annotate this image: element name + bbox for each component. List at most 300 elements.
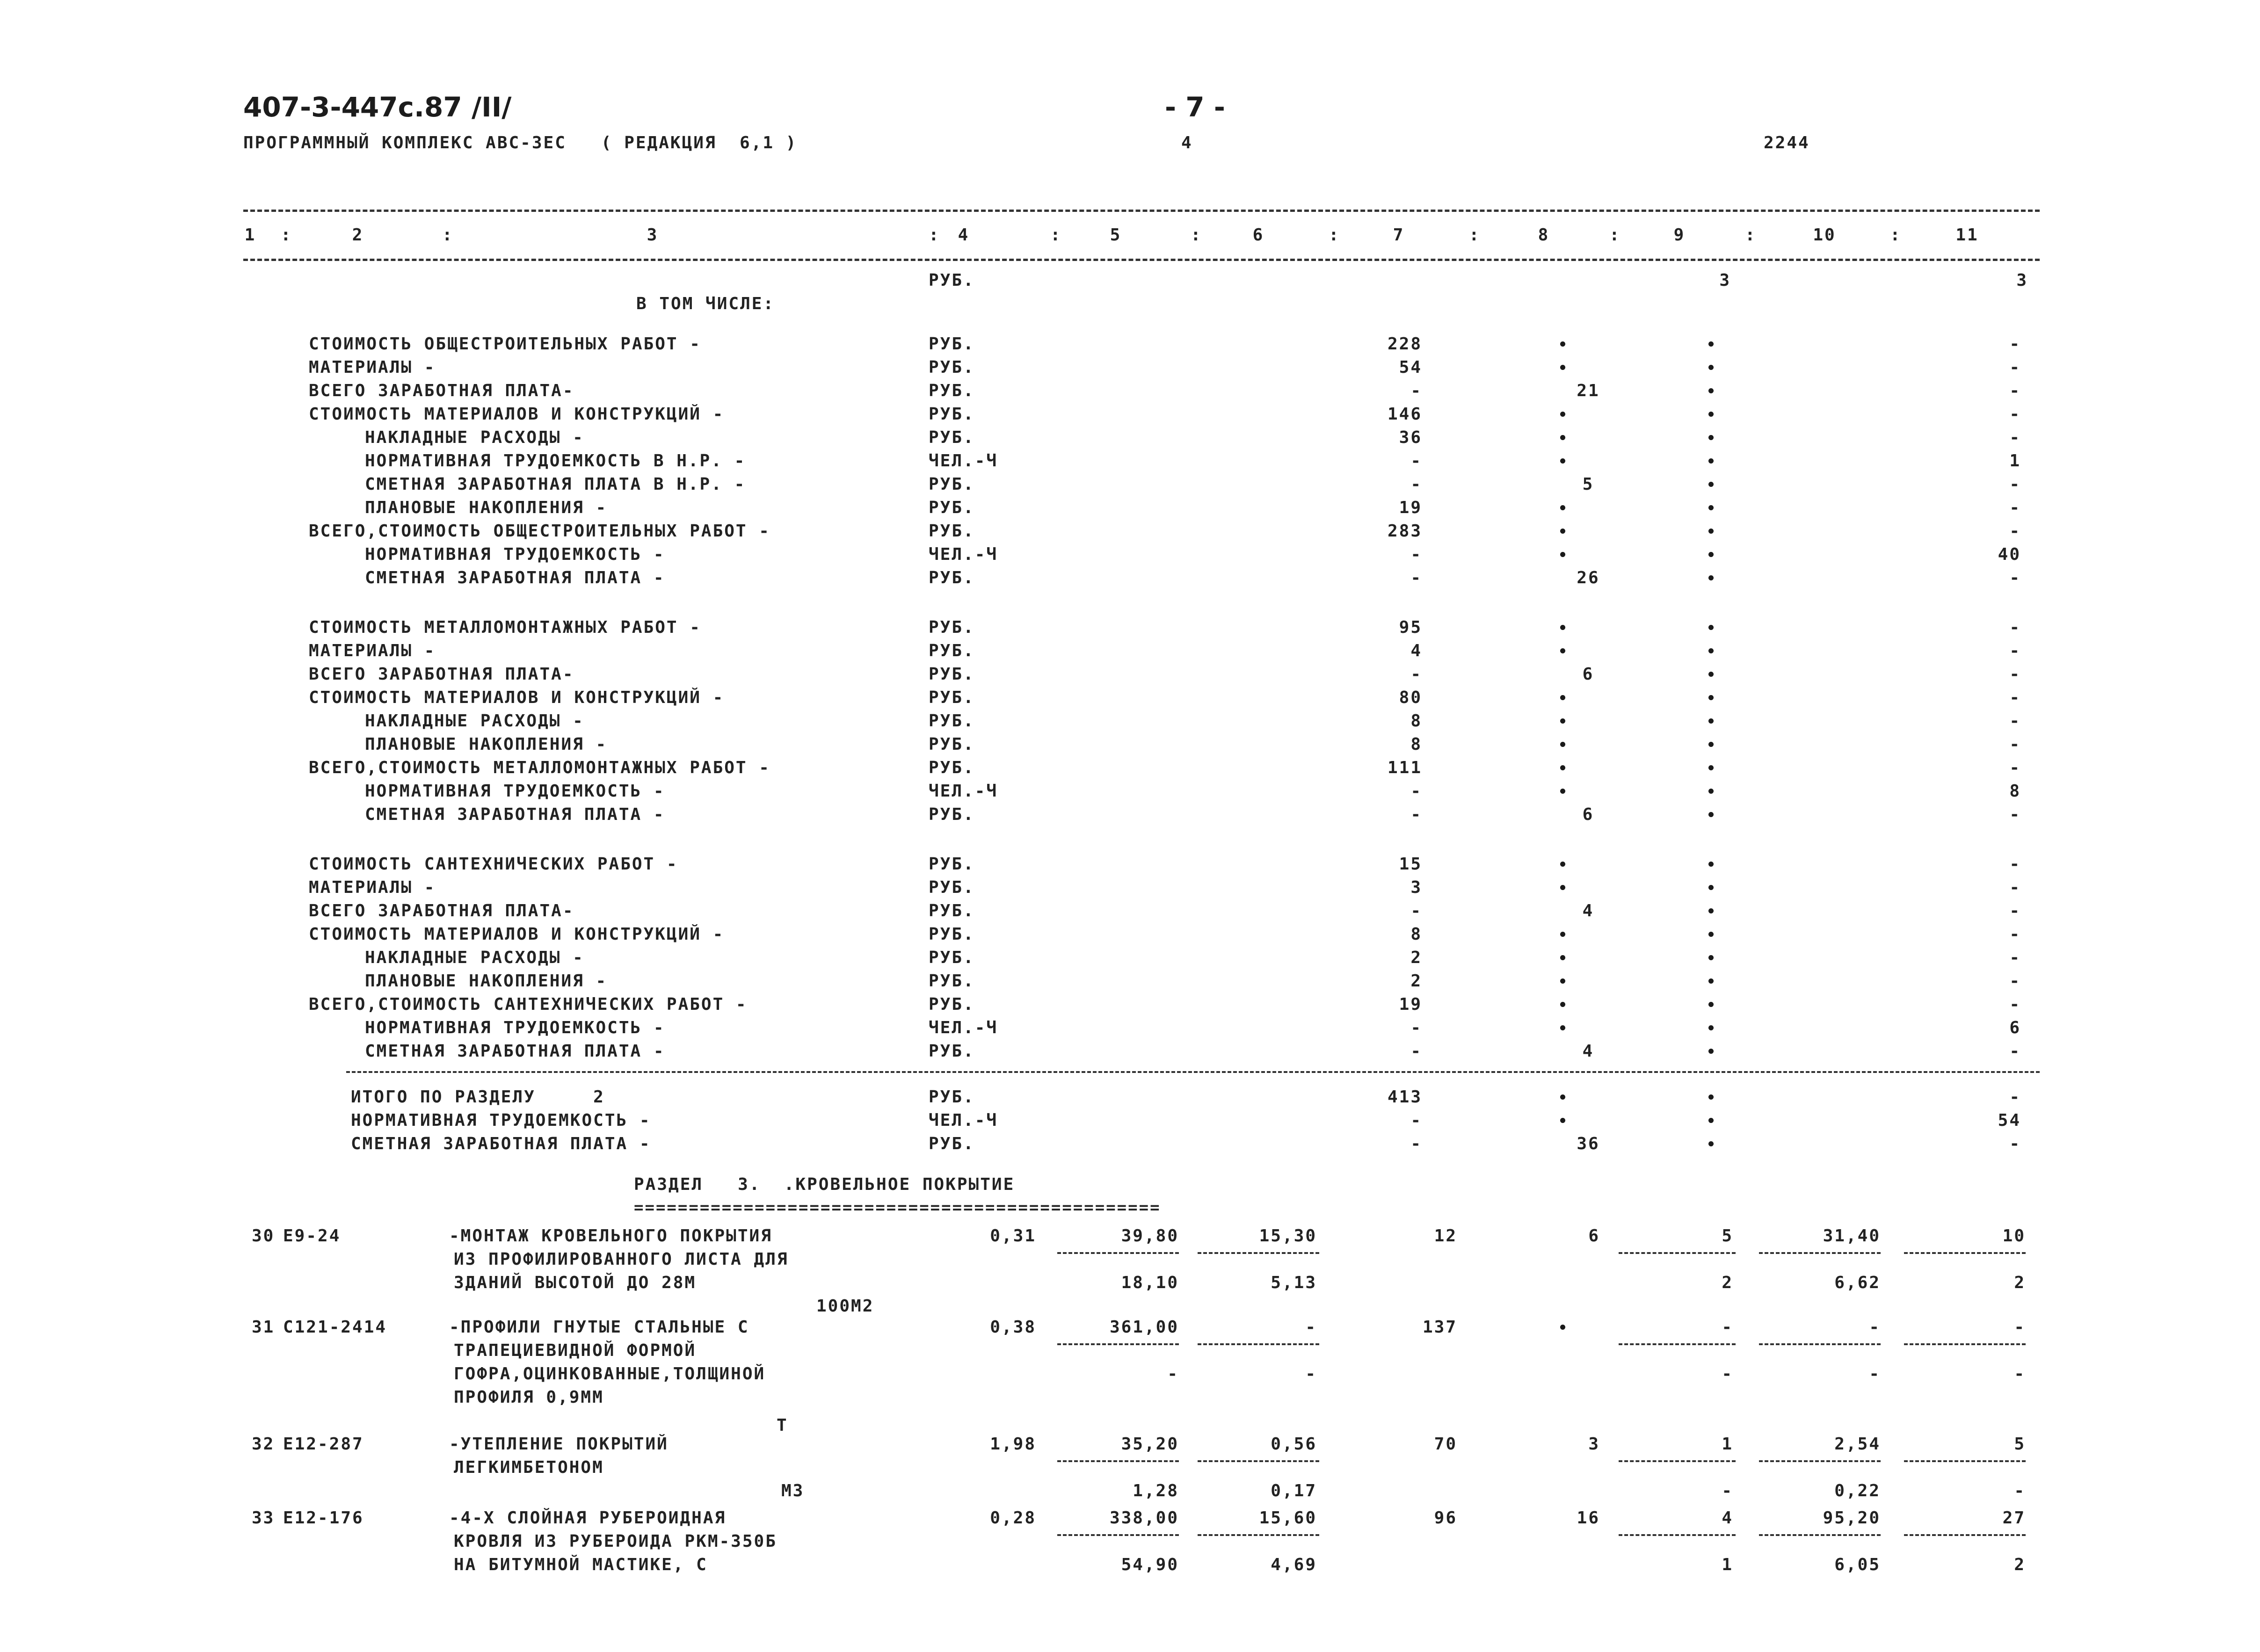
unit-cell: РУБ. [929,568,975,587]
col11-cell: - [2009,855,2021,874]
col7-cell: 228 [1387,334,1422,354]
col7-cell: - [1410,1018,1422,1037]
unit-cell: РУБ. [929,334,975,354]
unit-cell: РУБ. [929,522,975,541]
col9-dot [1708,505,1714,510]
column-separator: : [1050,225,1062,245]
col11-second-cell: - [2014,1481,2026,1500]
col9-dot [1708,388,1714,393]
col9-dot [1708,435,1714,440]
column-number-11: 11 [1955,225,1979,245]
item-code: Е12-287 [283,1435,364,1454]
row-label: СТОИМОСТЬ МЕТАЛЛОМОНТАЖНЫХ РАБОТ - [309,618,701,637]
col8-dot [1560,1002,1565,1007]
col7-cell: 146 [1387,405,1422,424]
col10-cell: 95,20 [1823,1508,1881,1528]
col8-cell: 6 [1582,665,1594,684]
col10-cell: 31,40 [1823,1226,1881,1246]
row-label: СМЕТНАЯ ЗАРАБОТНАЯ ПЛАТА - [365,805,665,824]
row-label: ПЛАНОВЫЕ НАКОПЛЕНИЯ - [365,735,608,754]
unit-cell: ЧЕЛ.-Ч [929,1018,998,1037]
price-rule [1057,1343,1179,1345]
col9-dot [1708,1049,1714,1054]
row-label: СТОИМОСТЬ ОБЩЕСТРОИТЕЛЬНЫХ РАБОТ - [309,334,701,354]
col8-dot [1560,978,1565,984]
unit-of-measure: Т [777,1416,788,1435]
column-separator: : [1469,225,1481,245]
col9-dot [1708,625,1714,630]
col8-dot [1560,648,1565,653]
col7-cell: 2 [1410,971,1422,991]
col7-cell: - [1410,901,1422,920]
col9-dot [1708,341,1714,347]
col7-cell: 36 [1399,428,1422,447]
col7-cell: - [1410,545,1422,564]
price-second-cell: 18,10 [1121,1273,1179,1292]
row-label: ВСЕГО ЗАРАБОТНАЯ ПЛАТА- [309,901,574,920]
unit-cell: РУБ. [929,878,975,897]
col8-dot [1560,552,1565,557]
page-number: - 7 - [1165,91,1225,123]
col6-cell: 15,30 [1259,1226,1317,1246]
column-number-3: 3 [647,225,659,245]
col11-cell: 6 [2009,1018,2021,1037]
col11-cell: 40 [1998,545,2021,564]
col7-cell: - [1410,1042,1422,1061]
col7-cell: - [1410,568,1422,587]
row-label: СМЕТНАЯ ЗАРАБОТНАЯ ПЛАТА - [365,1042,665,1061]
column-number-9: 9 [1673,225,1686,245]
col9-dot [1708,742,1714,747]
col7-cell: 80 [1399,688,1422,707]
col11-cell: - [2014,1318,2026,1337]
unit-cell: РУБ. [929,735,975,754]
total-label: СМЕТНАЯ ЗАРАБОТНАЯ ПЛАТА - [351,1134,651,1153]
row-label: СТОИМОСТЬ МАТЕРИАЛОВ И КОНСТРУКЦИЙ - [309,405,725,424]
col11-cell: - [2009,688,2021,707]
col7-cell: 70 [1434,1435,1457,1454]
unit-cell: РУБ. [929,901,975,920]
price-cell: 35,20 [1121,1435,1179,1454]
col11-cell: - [2009,568,2021,587]
col6-cell: 15,60 [1259,1508,1317,1528]
col11-cell: - [2009,618,2021,637]
unit-cell: РУБ. [929,688,975,707]
price-rule [1198,1343,1319,1345]
column-number-6: 6 [1252,225,1264,245]
column-number-5: 5 [1110,225,1122,245]
price-second-cell: 54,90 [1121,1555,1179,1574]
col8-dot [1560,341,1565,347]
col11-cell: - [2009,1087,2021,1107]
col7-cell: 8 [1410,735,1422,754]
item-number: 32 [252,1435,275,1454]
col9-dot [1708,789,1714,794]
unit-cell: РУБ. [929,711,975,731]
item-description: ГОФРА,ОЦИНКОВАННЫЕ,ТОЛЩИНОЙ [454,1364,766,1384]
col11-cell: - [2009,971,2021,991]
row-label: ПЛАНОВЫЕ НАКОПЛЕНИЯ - [365,971,608,991]
col8-dot [1560,885,1565,890]
col11-cell: 8 [2009,782,2021,801]
item-description: ЛЕГКИМБЕТОНОМ [454,1458,604,1477]
col11-cell: - [2009,405,2021,424]
col11-cell: - [2009,878,2021,897]
unit-cell: РУБ. [929,805,975,824]
unit-cell: ЧЕЛ.-Ч [929,545,998,564]
col6-cell: 0,56 [1271,1435,1317,1454]
unit-cell: РУБ. [929,641,975,660]
col11-second-cell: 2 [2014,1273,2026,1292]
row-label: ВСЕГО,СТОИМОСТЬ МЕТАЛЛОМОНТАЖНЫХ РАБОТ - [309,758,770,777]
col9-dot [1708,1094,1714,1100]
header-mark: 4 [1181,133,1193,152]
detail-rule [1619,1460,1736,1462]
item-number: 31 [252,1318,275,1337]
row-label: ПЛАНОВЫЕ НАКОПЛЕНИЯ - [365,498,608,517]
unit-cell: РУБ. [929,758,975,777]
col7-cell: - [1410,1134,1422,1153]
col7-cell: 19 [1399,498,1422,517]
unit-cell: РУБ. [929,1042,975,1061]
col8-dot [1560,458,1565,464]
column-separator: : [442,225,454,245]
col8-cell: 26 [1577,568,1600,587]
item-code: С121-2414 [283,1318,387,1337]
item-description: КРОВЛЯ ИЗ РУБЕРОИДА РКМ-350Б [454,1532,777,1551]
col9-dot [1708,908,1714,913]
row-label: СМЕТНАЯ ЗАРАБОТНАЯ ПЛАТА - [365,568,665,587]
header-right-number: 2244 [1764,133,1810,152]
col8-cell: 16 [1577,1508,1600,1528]
price-second-cell: 1,28 [1133,1481,1179,1500]
detail-rule [1619,1534,1736,1536]
item-description: ИЗ ПРОФИЛИРОВАННОГО ЛИСТА ДЛЯ [454,1250,789,1269]
price-cell: 338,00 [1109,1508,1179,1528]
price-rule [1057,1460,1179,1462]
row-label: НАКЛАДНЫЕ РАСХОДЫ - [365,948,584,967]
item-description: -УТЕПЛЕНИЕ ПОКРЫТИЙ [449,1435,669,1454]
column-number-8: 8 [1538,225,1550,245]
col8-dot [1560,412,1565,417]
col9-dot [1708,955,1714,960]
row-label: НАКЛАДНЫЕ РАСХОДЫ - [365,428,584,447]
col11-cell: - [2009,758,2021,777]
row-label: СТОИМОСТЬ МАТЕРИАЛОВ И КОНСТРУКЦИЙ - [309,925,725,944]
unit-cell: РУБ. [929,948,975,967]
col11-cell: - [2009,948,2021,967]
item-number: 30 [252,1226,275,1246]
col9-cell: - [1722,1318,1733,1337]
col8-dot [1560,1025,1565,1030]
unit-of-measure: 100М2 [816,1297,874,1316]
col8-dot [1560,789,1565,794]
col9-dot [1708,885,1714,890]
col7-cell: 111 [1387,758,1422,777]
col11-cell: 10 [2002,1226,2026,1246]
col11-cell: - [2009,334,2021,354]
row-label: МАТЕРИАЛЫ - [309,641,436,660]
col7-cell: 4 [1410,641,1422,660]
col8-dot [1560,862,1565,867]
col8-dot [1560,718,1565,724]
col7-cell: - [1410,665,1422,684]
detail-rule [1904,1534,2026,1536]
col9-dot [1708,695,1714,700]
column-separator: : [1329,225,1340,245]
price-rule [1198,1534,1319,1536]
unit-cell: РУБ. [929,855,975,874]
section-underline: ================================================ [634,1198,1161,1217]
col10-second-cell: 6,62 [1834,1273,1881,1292]
column-number-2: 2 [352,225,364,245]
section-heading: РАЗДЕЛ 3. .КРОВЕЛЬНОЕ ПОКРЫТИЕ [634,1175,1015,1194]
unit-cell: РУБ. [929,665,975,684]
col8-dot [1560,955,1565,960]
col8-cell: 6 [1582,805,1594,824]
col6-second-cell: 4,69 [1271,1555,1317,1574]
col11-cell: - [2009,428,2021,447]
col7-cell: - [1410,381,1422,400]
column-number-4: 4 [958,225,970,245]
row-label: НАКЛАДНЫЕ РАСХОДЫ - [365,711,584,731]
col11-cell: - [2009,358,2021,377]
col11-cell: - [2009,995,2021,1014]
col11-cell: - [2009,735,2021,754]
col7-cell: 15 [1399,855,1422,874]
col8-cell: 4 [1582,901,1594,920]
col9-dot [1708,978,1714,984]
col8-cell: 6 [1588,1226,1600,1246]
row-label: ВСЕГО,СТОИМОСТЬ САНТЕХНИЧЕСКИХ РАБОТ - [309,995,748,1014]
unit-of-measure: М3 [781,1481,805,1500]
detail-rule [1619,1343,1736,1345]
detail-rule [1904,1343,2026,1345]
price-second-cell: - [1167,1364,1179,1384]
col9-dot [1708,529,1714,534]
col8-dot [1560,932,1565,937]
col8-cell: 5 [1582,475,1594,494]
price-rule [1057,1252,1179,1254]
detail-rule [1904,1460,2026,1462]
col10-second-cell: 0,22 [1834,1481,1881,1500]
unit-cell: РУБ. [929,1134,975,1153]
row-label: НОРМАТИВНАЯ ТРУДОЕМКОСТЬ В Н.Р. - [365,451,746,471]
unit-cell: РУБ. [929,271,975,290]
price-rule [1057,1534,1179,1536]
col9-dot [1708,482,1714,487]
col7-cell: 54 [1399,358,1422,377]
col10-cell: 2,54 [1834,1435,1881,1454]
row-label: СМЕТНАЯ ЗАРАБОТНАЯ ПЛАТА В Н.Р. - [365,475,746,494]
col9-dot [1708,1141,1714,1146]
col7-cell: 8 [1410,925,1422,944]
col9-dot [1708,812,1714,817]
col11-cell: - [2009,665,2021,684]
row-label: МАТЕРИАЛЫ - [309,878,436,897]
col9-dot [1708,672,1714,677]
col11-cell: 3 [2016,271,2028,290]
total-label: ИТОГО ПО РАЗДЕЛУ 2 [351,1087,605,1107]
col9-dot [1708,932,1714,937]
item-description: ПРОФИЛЯ 0,9ММ [454,1388,604,1407]
col8-dot [1560,1094,1565,1100]
in-total-caption: В ТОМ ЧИСЛЕ: [636,294,775,313]
item-description: -МОНТАЖ КРОВЕЛЬНОГО ПОКРЫТИЯ [449,1226,772,1246]
col8-dot [1560,505,1565,510]
column-number-10: 10 [1813,225,1836,245]
col11-second-cell: - [2014,1364,2026,1384]
col11-cell: - [2009,1134,2021,1153]
detail-rule [1759,1534,1881,1536]
unit-cell: РУБ. [929,618,975,637]
column-separator: : [281,225,292,245]
col11-cell: 1 [2009,451,2021,471]
column-separator: : [1890,225,1902,245]
col8-cell: 4 [1582,1042,1594,1061]
col11-cell: - [2009,901,2021,920]
col11-cell: - [2009,522,2021,541]
col11-cell: 5 [2014,1435,2026,1454]
col11-cell: 54 [1998,1111,2021,1130]
col9-dot [1708,765,1714,770]
unit-cell: РУБ. [929,925,975,944]
qty-cell: 0,31 [990,1226,1036,1246]
total-label: НОРМАТИВНАЯ ТРУДОЕМКОСТЬ - [351,1111,651,1130]
col8-cell: 21 [1577,381,1600,400]
unit-cell: РУБ. [929,358,975,377]
detail-rule [1619,1252,1736,1254]
row-label: ВСЕГО ЗАРАБОТНАЯ ПЛАТА- [309,665,574,684]
col8-cell: 3 [1588,1435,1600,1454]
col9-cell: 3 [1719,271,1731,290]
col7-cell: - [1410,782,1422,801]
detail-rule [1904,1252,2026,1254]
col7-cell: 2 [1410,948,1422,967]
table-top-rule [243,210,2040,212]
col11-cell: - [2009,711,2021,731]
column-separator: : [1609,225,1621,245]
totals-rule [346,1071,2040,1073]
row-label: НОРМАТИВНАЯ ТРУДОЕМКОСТЬ - [365,1018,665,1037]
col6-cell: - [1305,1318,1317,1337]
col9-cell: 5 [1722,1226,1733,1246]
col7-cell: 19 [1399,995,1422,1014]
column-separator: : [929,225,940,245]
col9-dot [1708,718,1714,724]
col9-dot [1708,1118,1714,1123]
col8-dot [1560,1118,1565,1123]
qty-cell: 0,28 [990,1508,1036,1528]
col8-dot [1560,435,1565,440]
item-description: ЗДАНИЙ ВЫСОТОЙ ДО 28М [454,1273,697,1292]
col9-dot [1708,648,1714,653]
item-code: Е9-24 [283,1226,341,1246]
col11-cell: - [2009,381,2021,400]
row-label: НОРМАТИВНАЯ ТРУДОЕМКОСТЬ - [365,782,665,801]
col11-cell: 27 [2002,1508,2026,1528]
col9-cell: 4 [1722,1508,1733,1528]
col6-second-cell: 5,13 [1271,1273,1317,1292]
unit-cell: РУБ. [929,498,975,517]
col9-second-cell: 1 [1722,1555,1733,1574]
qty-cell: 1,98 [990,1435,1036,1454]
col8-dot [1560,365,1565,370]
col10-second-cell: 6,05 [1834,1555,1881,1574]
detail-rule [1759,1343,1881,1345]
item-code: Е12-176 [283,1508,364,1528]
column-number-1: 1 [244,225,256,245]
unit-cell: РУБ. [929,381,975,400]
col8-dot [1560,765,1565,770]
column-number-7: 7 [1393,225,1405,245]
col9-dot [1708,862,1714,867]
col8-dot [1560,529,1565,534]
table-header-rule [243,259,2040,261]
item-number: 33 [252,1508,275,1528]
col8-dot [1560,742,1565,747]
price-cell: 361,00 [1109,1318,1179,1337]
col9-second-cell: 2 [1722,1273,1733,1292]
row-label: СТОИМОСТЬ МАТЕРИАЛОВ И КОНСТРУКЦИЙ - [309,688,725,707]
detail-rule [1759,1252,1881,1254]
col7-cell: 3 [1410,878,1422,897]
col9-dot [1708,1002,1714,1007]
unit-cell: РУБ. [929,405,975,424]
col9-dot [1708,552,1714,557]
col7-cell: - [1410,475,1422,494]
col8-cell: 36 [1577,1134,1600,1153]
row-label: НОРМАТИВНАЯ ТРУДОЕМКОСТЬ - [365,545,665,564]
col9-dot [1708,1025,1714,1030]
col10-cell: - [1869,1318,1881,1337]
unit-cell: РУБ. [929,475,975,494]
item-description: НА БИТУМНОЙ МАСТИКЕ, С [454,1555,708,1574]
col7-cell: - [1410,805,1422,824]
detail-rule [1759,1460,1881,1462]
col7-cell: - [1410,1111,1422,1130]
document-code: 407-3-447с.87 /II/ [243,91,512,123]
qty-cell: 0,38 [990,1318,1036,1337]
col11-cell: - [2009,498,2021,517]
col8-dot [1560,625,1565,630]
column-separator: : [1745,225,1757,245]
item-description: ТРАПЕЦИЕВИДНОЙ ФОРМОЙ [454,1341,697,1360]
col9-second-cell: - [1722,1364,1733,1384]
col6-second-cell: 0,17 [1271,1481,1317,1500]
col7-cell: - [1410,451,1422,471]
col11-cell: - [2009,805,2021,824]
row-label: МАТЕРИАЛЫ - [309,358,436,377]
unit-cell: ЧЕЛ.-Ч [929,782,998,801]
col8-dot [1560,1325,1565,1330]
col7-cell: 8 [1410,711,1422,731]
col9-cell: 1 [1722,1435,1733,1454]
unit-cell: РУБ. [929,428,975,447]
col7-cell: 413 [1387,1087,1422,1107]
col11-cell: - [2009,925,2021,944]
item-description: -ПРОФИЛИ ГНУТЫЕ СТАЛЬНЫЕ С [449,1318,749,1337]
col9-dot [1708,412,1714,417]
col7-cell: 283 [1387,522,1422,541]
col7-cell: 95 [1399,618,1422,637]
col10-second-cell: - [1869,1364,1881,1384]
col6-second-cell: - [1305,1364,1317,1384]
col9-dot [1708,575,1714,580]
unit-cell: РУБ. [929,995,975,1014]
program-title: ПРОГРАММНЫЙ КОМПЛЕКС АВС-3ЕС ( РЕДАКЦИЯ 6,1 ) [243,133,798,152]
unit-cell: ЧЕЛ.-Ч [929,451,998,471]
